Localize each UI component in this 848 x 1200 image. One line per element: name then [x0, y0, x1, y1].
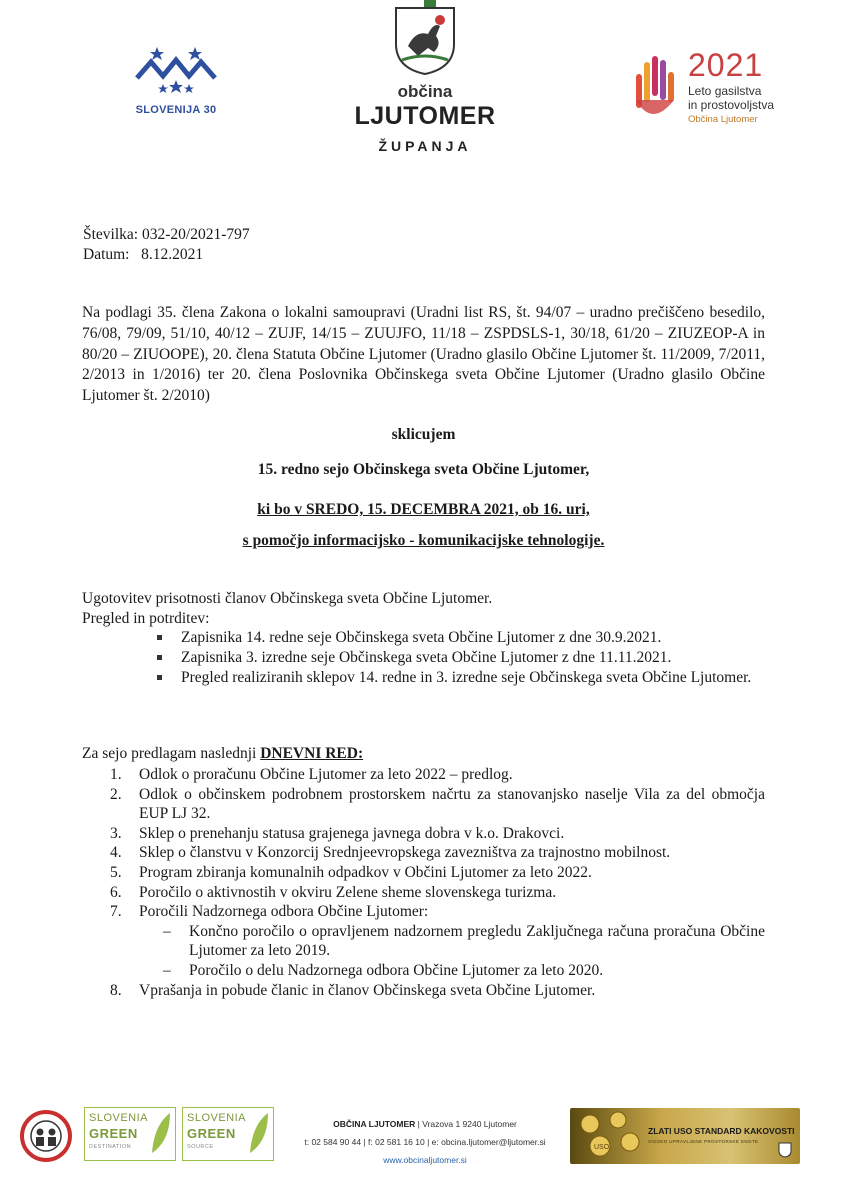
green1-line2: GREEN: [89, 1126, 138, 1141]
list-item: [150, 668, 765, 688]
agenda-sublist: [139, 922, 765, 981]
agenda-subitem-text: Poročilo o delu Nadzornega odbora Občine Ljutomer za leto 2020.: [189, 961, 604, 979]
green2-line1: SLOVENIA: [187, 1112, 247, 1124]
agenda-item-number: 7.: [110, 903, 122, 921]
review-item-text: Pregled realiziranih sklepov 14. redne in 3. izredne seje Občinskega sveta Občine Ljutomer.: [181, 669, 752, 686]
agenda-item-number: 4.: [110, 844, 122, 862]
uso-subtitle: VISOKO UPRAVLJENE PROSTORSKE ENOTE: [648, 1139, 759, 1144]
footer-address: | Vrazova 1 9240 Ljutomer: [415, 1119, 517, 1129]
shield-icon: [778, 1142, 792, 1158]
year-line-2: in prostovoljstva: [688, 98, 775, 112]
bullet-icon: [157, 675, 162, 680]
agenda-item: [110, 785, 765, 824]
agenda-label: DNEVNI RED:: [260, 745, 364, 762]
footer-contact: [280, 1115, 570, 1169]
dash-icon: –: [163, 961, 171, 979]
hands-icon: [630, 50, 686, 128]
agenda-intro-text: Za sejo predlagam naslednji: [82, 745, 261, 762]
agenda-item-number: 3.: [110, 824, 122, 842]
agenda-item: [110, 863, 765, 883]
green2-line3: SOURCE: [187, 1144, 214, 1150]
agenda-item-text: Sklep o članstvu v Konzorcij Srednjeevropskega zavezništva za trajnostno mobilnost.: [139, 844, 671, 862]
slovenia-green-source-logo: [182, 1107, 274, 1161]
session-title: 15. redno sejo Občinskega sveta Občine Ljutomer,: [257, 461, 590, 478]
agenda-item-number: 5.: [110, 863, 122, 881]
footer-website-link[interactable]: www.obcinaljutomer.si: [383, 1155, 467, 1165]
agenda-item-text: Program zbiranja komunalnih odpadkov v Občini Ljutomer za leto 2022.: [139, 863, 592, 881]
agenda-item-number: 2.: [110, 785, 122, 803]
agenda-item-number: 8.: [110, 981, 122, 999]
agenda-item-text: Poročili Nadzornega odbora Občine Ljutomer:: [139, 903, 429, 921]
list-item: [150, 628, 765, 648]
list-item: [150, 648, 765, 668]
document-date: Datum: 8.12.2021: [83, 246, 204, 263]
year-number: 2021: [688, 47, 764, 83]
agenda-item: [110, 981, 765, 1001]
agenda-item-number: 6.: [110, 883, 122, 901]
dash-icon: –: [163, 922, 171, 940]
uso-quality-badge: [570, 1108, 800, 1164]
review-item-text: Zapisnika 3. izredne seje Občinskega sveta Občine Ljutomer z dne 11.11.2021.: [181, 649, 672, 666]
review-list: [150, 628, 765, 688]
horse-crest-icon: [388, 0, 462, 76]
review-item-text: Zapisnika 14. redne seje Občinskega sveta Občine Ljutomer z dne 30.9.2021.: [181, 629, 662, 646]
review-intro: Pregled in potrditev:: [82, 610, 210, 627]
office-name: ŽUPANJA: [378, 138, 472, 154]
agenda-item-text: Odlok o občinskem podrobnem prostorskem načrtu za stanovanjsko naselje Vila za del območja EUP LJ 32.: [139, 785, 765, 823]
slovenija-30-caption: SLOVENIJA 30: [135, 104, 217, 116]
uso-title: ZLATI USO STANDARD KAKOVOSTI: [648, 1126, 795, 1136]
agenda-item: [110, 883, 765, 903]
document-number: Številka: 032-20/2021-797: [83, 226, 250, 243]
convocation-verb: sklicujem: [391, 426, 456, 443]
agenda-item-number: 1.: [110, 766, 122, 783]
footer-phones: t: 02 584 90 44 | f: 02 581 16 10 | e: obcina.ljutomer@ljutomer.si: [304, 1137, 546, 1147]
agenda-subitem: [141, 961, 765, 981]
agenda-item: [110, 765, 765, 785]
slovenija-30-logo: [126, 44, 226, 134]
footer-address-line: [280, 1115, 570, 1133]
agenda-item: [110, 843, 765, 863]
green1-line1: SLOVENIA: [89, 1112, 149, 1124]
slovenia-green-destination-logo: [84, 1107, 176, 1161]
green2-line2: GREEN: [187, 1126, 236, 1141]
agenda-item: [110, 824, 765, 844]
agenda-intro: [82, 744, 363, 764]
document-meta: [83, 225, 250, 265]
agenda-subitem-text: Končno poročilo o opravljenem nadzornem pregledu Zaključnega računa proračuna Občine Ljutomer za leto 2019.: [189, 922, 765, 960]
family-badge-icon: [20, 1110, 72, 1162]
agenda-item: [110, 902, 765, 980]
bullet-icon: [157, 655, 162, 660]
agenda-subitem: [141, 922, 765, 961]
session-mode: [82, 532, 765, 550]
leaf-icon: [248, 1111, 270, 1155]
agenda-item-text: Vprašanja in pobude članic in članov Občinskega sveta Občine Ljutomer.: [139, 981, 596, 999]
year-line-3: Občina Ljutomer: [688, 114, 758, 125]
bullet-icon: [157, 635, 162, 640]
agenda-item-text: Odlok o proračunu Občine Ljutomer za leto 2022 – predlog.: [139, 766, 513, 783]
municipality-prefix: občina: [397, 82, 453, 101]
session-datetime-text: ki bo v SREDO, 15. DECEMBRA 2021, ob 16. uri,: [257, 501, 590, 518]
year-line-1: Leto gasilstva: [688, 84, 762, 98]
session-mode-text: s pomočjo informacijsko - komunikacijske tehnologije.: [242, 532, 605, 549]
agenda-item-text: Poročilo o aktivnostih v okviru Zelene sheme slovenskega turizma.: [139, 883, 557, 901]
green1-line3: DESTINATION: [89, 1144, 132, 1150]
agenda-item-text: Sklep o prenehanju statusa grajenega javnega dobra v k.o. Drakovci.: [139, 824, 565, 842]
friendly-municipality-badge: [20, 1110, 72, 1162]
gold-coins-icon: [570, 1108, 646, 1164]
municipality-name: LJUTOMER: [354, 102, 496, 130]
footer-org: OBČINA LJUTOMER: [333, 1119, 416, 1129]
session-datetime: [82, 501, 765, 519]
agenda-list: [110, 765, 765, 1000]
mountain-stars-icon: [133, 44, 219, 102]
leaf-icon: [150, 1111, 172, 1155]
legal-basis-paragraph: Na podlagi 35. člena Zakona o lokalni samoupravi (Uradni list RS, št. 94/07 – uradno prečiščeno besedilo, 76/08, 79/09, 51/10, 40/12 – ZUJF, 14/15 – ZUUJFO, 11/18 – ZSPDSLS-1, 30/18, 61/20 – ZIUZEOP-A in 80/20 – ZIUOOPE), 20. člena Statuta Občine Ljutomer (Uradno glasilo Občine Ljutomer št. 11/2009, 7/2011, 2/2013 in 1/2016) ter 20. člena Poslovnika Občinskega sveta Občine Ljutomer (Uradno glasilo Občine Ljutomer št. 2/2010): [82, 304, 765, 405]
municipality-heading: [300, 82, 550, 156]
presence-check: Ugotovitev prisotnosti članov Občinskega sveta Občine Ljutomer.: [82, 590, 493, 607]
municipality-crest: [388, 0, 462, 76]
uso-badge-text: USO: [594, 1144, 610, 1151]
year-of-firefighting-logo: [630, 48, 790, 130]
